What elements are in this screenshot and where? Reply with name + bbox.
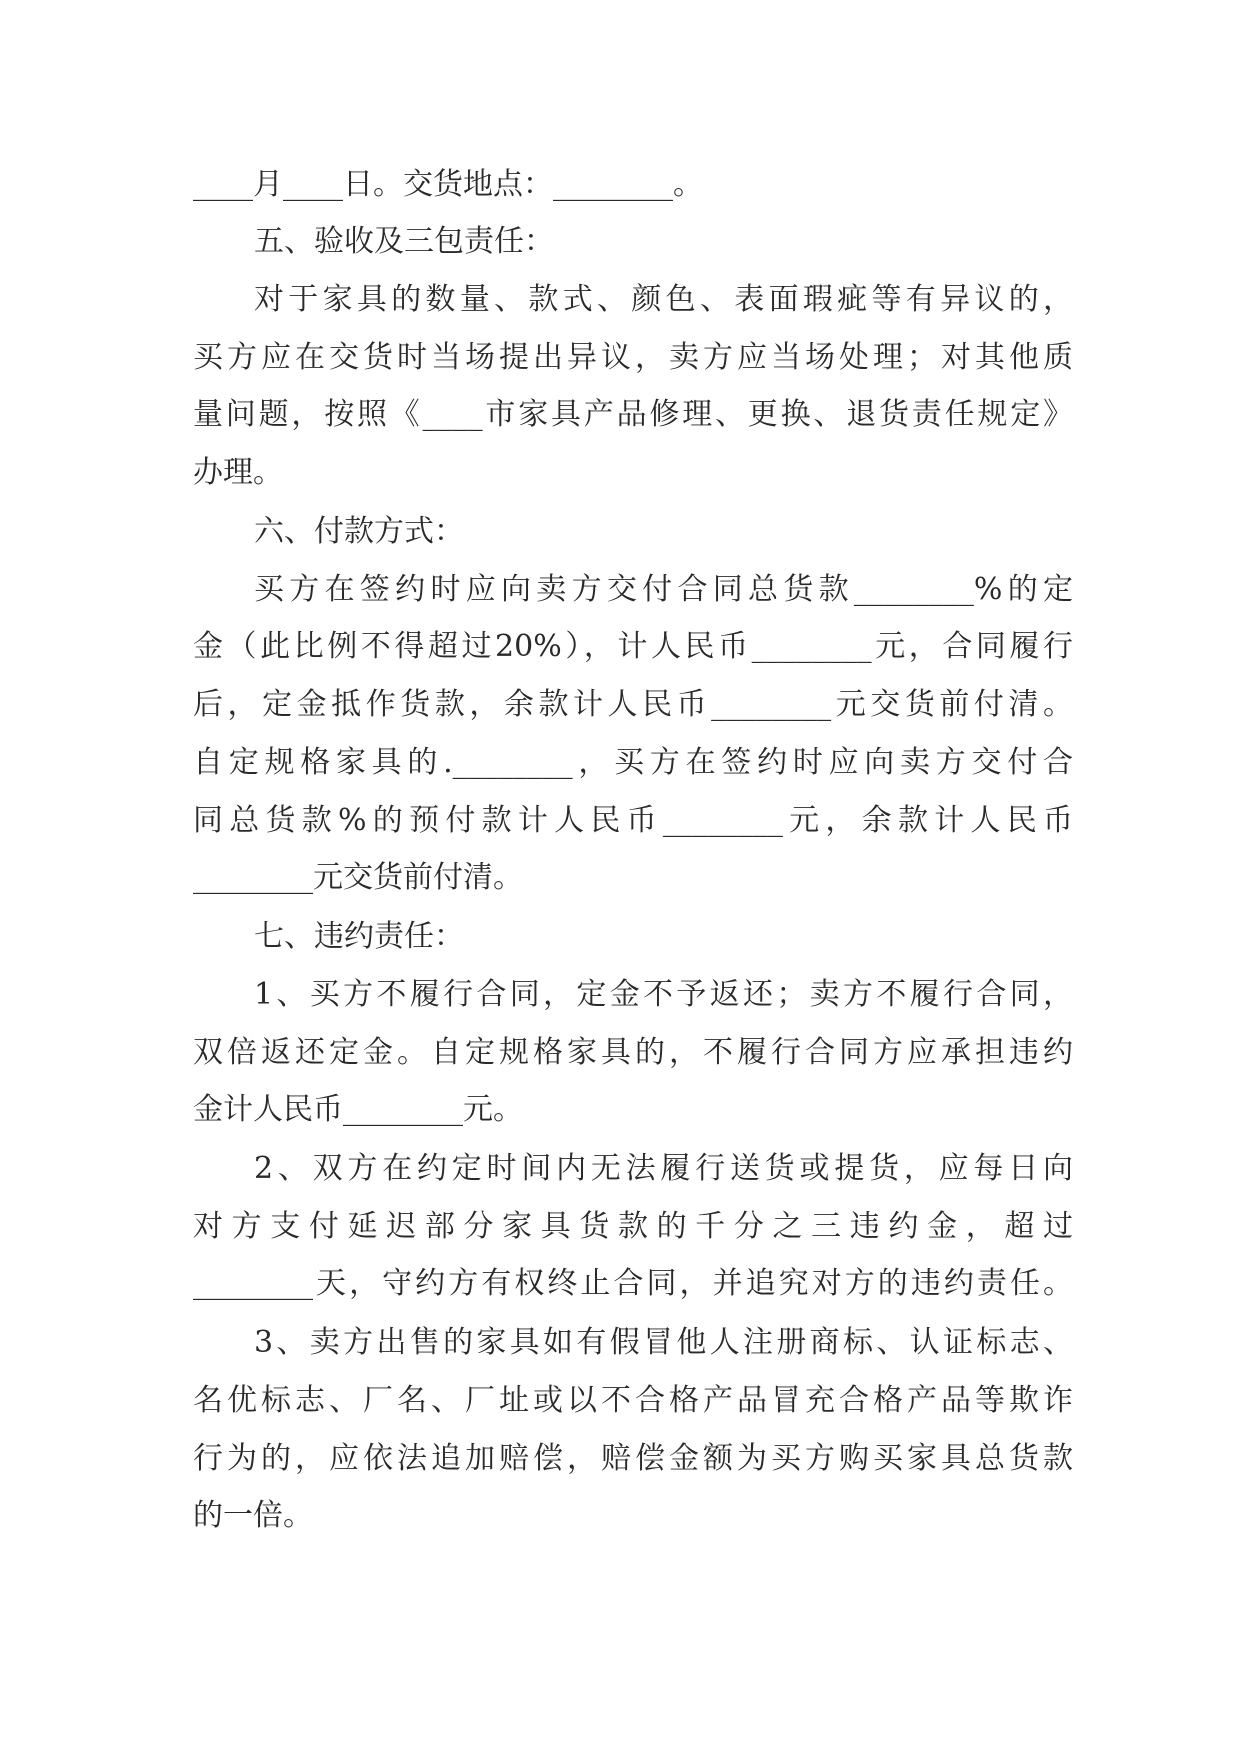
- paragraph-line: 自定规格家具的.________，买方在签约时应向卖方交付合: [193, 745, 1073, 780]
- clause-line: 1、买方不履行合同，定金不予返还；卖方不履行合同，: [254, 977, 1073, 1012]
- paragraph-line: ________元交货前付清。: [193, 860, 523, 895]
- paragraph-line: 办理。: [193, 455, 283, 490]
- paragraph-line: 同总货款%的预付款计人民币________元，余款计人民币: [193, 803, 1073, 838]
- paragraph-line: 对于家具的数量、款式、颜色、表面瑕疵等有异议的，: [254, 282, 1073, 317]
- clause-line: 行为的，应依法追加赔偿，赔偿金额为买方购买家具总货款: [193, 1441, 1073, 1476]
- clause-line: 的一倍。: [193, 1498, 313, 1533]
- section-heading-payment: 六、付款方式：: [254, 514, 464, 549]
- paragraph-line: 买方应在交货时当场提出异议，卖方应当场处理；对其他质: [193, 340, 1073, 375]
- paragraph-line: 量问题，按照《____市家具产品修理、更换、退货责任规定》: [193, 397, 1073, 432]
- clause-line: 双倍返还定金。自定规格家具的，不履行合同方应承担违约: [193, 1035, 1073, 1070]
- clause-line: 2、双方在约定时间内无法履行送货或提货，应每日向: [254, 1151, 1073, 1186]
- paragraph-line: 金（此比例不得超过20%），计人民币________元，合同履行: [193, 629, 1073, 664]
- clause-line: 对方支付延迟部分家具货款的千分之三违约金，超过: [193, 1209, 1073, 1244]
- section-heading-breach: 七、违约责任：: [254, 919, 464, 954]
- clause-line: 3、卖方出售的家具如有假冒他人注册商标、认证标志、: [254, 1325, 1073, 1360]
- paragraph-line: 买方在签约时应向卖方交付合同总货款________%的定: [254, 572, 1073, 607]
- clause-line: 名优标志、厂名、厂址或以不合格产品冒充合格产品等欺诈: [193, 1383, 1073, 1418]
- paragraph-line: 后，定金抵作货款，余款计人民币________元交货前付清。: [193, 687, 1073, 722]
- clause-line: ________天，守约方有权终止合同，并追究对方的违约责任。: [193, 1266, 1073, 1301]
- section-heading-acceptance: 五、验收及三包责任：: [254, 224, 554, 259]
- clause-line: 金计人民币________元。: [193, 1092, 523, 1127]
- continuation-line-delivery-date: ____月____日。交货地点：________。: [193, 167, 703, 202]
